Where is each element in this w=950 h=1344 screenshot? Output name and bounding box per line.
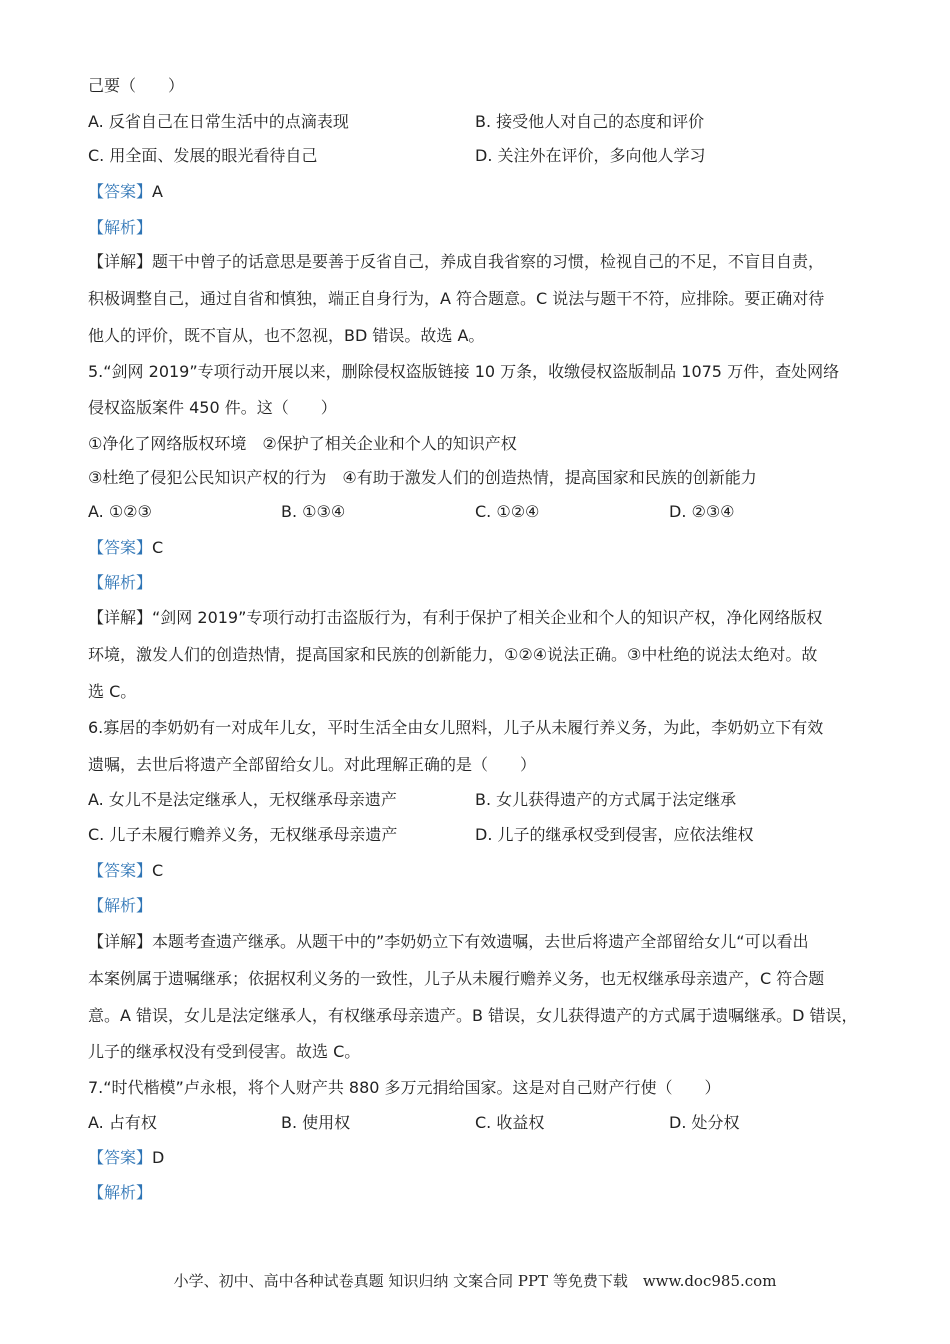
q4-detail-line-2: 积极调整自己，通过自省和慎独，端正自身行为，A 符合题意。C 说法与题干不符，应排除。要正确对待 (88, 289, 825, 308)
q7-analysis-label: 【解析】 (88, 1183, 153, 1202)
answer-label: 【答案】 (88, 538, 153, 557)
q7-option-c: C. 收益权 (475, 1113, 545, 1132)
q5-stem-line-1: 5.“剑网 2019”专项行动开展以来，删除侵权盗版链接 10 万条，收缴侵权盗版制品 1075 万件，查处网络 (88, 362, 840, 381)
page-footer: 小学、初中、高中各种试卷真题 知识归纳 文案合同 PPT 等免费下载 www.doc985.com (173, 1272, 777, 1290)
q7-option-a: A. 占有权 (88, 1113, 157, 1132)
q5-option-a: A. ①②③ (88, 502, 152, 521)
answer-label: 【答案】 (88, 182, 153, 201)
q6-answer (88, 861, 163, 881)
q5-option-b: B. ①③④ (281, 502, 346, 521)
q7-option-d: D. 处分权 (669, 1113, 740, 1132)
q6-stem-line-1: 6.寡居的李奶奶有一对成年儿女，平时生活全由女儿照料，儿子从未履行养义务，为此，李奶奶立下有效 (88, 718, 824, 737)
detail-text: 题干中曾子的话意思是要善于反省自己，养成自我省察的习惯，检视自己的不足，不盲目自责， (152, 252, 825, 271)
answer-value: C (152, 538, 164, 557)
q5-analysis-label: 【解析】 (88, 573, 153, 592)
q7-stem: 7.“时代楷模”卢永根，将个人财产共 880 多万元捐给国家。这是对自己财产行使（ ） (88, 1078, 721, 1097)
detail-label: 【详解】 (88, 252, 153, 271)
answer-label: 【答案】 (88, 1148, 153, 1167)
q5-detail-line-3: 选 C。 (88, 682, 137, 701)
q4-detail-line-1 (88, 252, 824, 272)
q6-analysis-label: 【解析】 (88, 896, 153, 915)
q6-detail-line-1 (88, 932, 809, 952)
q4-option-b: B. 接受他人对自己的态度和评价 (475, 112, 705, 131)
q4-option-d: D. 关注外在评价，多向他人学习 (475, 146, 706, 165)
q5-option-c: C. ①②④ (475, 502, 540, 521)
answer-value: D (152, 1148, 165, 1167)
q7-option-b: B. 使用权 (281, 1113, 351, 1132)
q5-option-d: D. ②③④ (669, 502, 735, 521)
answer-value: A (152, 182, 163, 201)
detail-text: 本题考查遗产继承。从题干中的”李奶奶立下有效遗嘱，去世后将遗产全部留给女儿“可以看出 (152, 932, 809, 951)
q5-detail-line-1 (88, 608, 822, 628)
q4-answer (88, 182, 163, 202)
q4-option-a: A. 反省自己在日常生活中的点滴表现 (88, 112, 349, 131)
q7-answer (88, 1148, 164, 1168)
q6-option-b: B. 女儿获得遗产的方式属于法定继承 (475, 790, 737, 809)
q5-stem-line-2: 侵权盗版案件 450 件。这（ ） (88, 398, 337, 417)
q6-detail-line-4: 儿子的继承权没有受到侵害。故选 C。 (88, 1042, 361, 1061)
q5-statement-1: ①净化了网络版权环境 ②保护了相关企业和个人的知识产权 (88, 434, 517, 453)
q4-detail-line-3: 他人的评价，既不盲从，也不忽视，BD 错误。故选 A。 (88, 326, 485, 345)
q5-statement-2: ③杜绝了侵犯公民知识产权的行为 ④有助于激发人们的创造热情，提高国家和民族的创新能力 (88, 468, 757, 487)
detail-label: 【详解】 (88, 932, 153, 951)
detail-label: 【详解】 (88, 608, 153, 627)
q5-answer (88, 538, 163, 558)
answer-value: C (152, 861, 164, 880)
q6-option-c: C. 儿子未履行赡养义务，无权继承母亲遗产 (88, 825, 398, 844)
q4-analysis-label: 【解析】 (88, 218, 153, 237)
q6-option-a: A. 女儿不是法定继承人，无权继承母亲遗产 (88, 790, 397, 809)
q6-detail-line-2: 本案例属于遗嘱继承；依据权利义务的一致性，儿子从未履行赡养义务，也无权继承母亲遗产，C 符合题 (88, 969, 825, 988)
detail-text: “剑网 2019”专项行动打击盗版行为，有利于保护了相关企业和个人的知识产权，净化网络版权 (152, 608, 823, 627)
answer-label: 【答案】 (88, 861, 153, 880)
q6-detail-line-3: 意。A 错误，女儿是法定继承人，有权继承母亲遗产。B 错误，女儿获得遗产的方式属于遗嘱继承。D 错误， (88, 1006, 858, 1025)
q5-detail-line-2: 环境，激发人们的创造热情，提高国家和民族的创新能力，①②④说法正确。③中杜绝的说法太绝对。故 (88, 645, 818, 664)
q6-stem-line-2: 遗嘱，去世后将遗产全部留给女儿。对此理解正确的是（ ） (88, 755, 537, 774)
q4-option-c: C. 用全面、发展的眼光看待自己 (88, 146, 318, 165)
q6-option-d: D. 儿子的继承权受到侵害，应依法维权 (475, 825, 754, 844)
q4-stem-tail: 己要（ ） (88, 76, 185, 95)
